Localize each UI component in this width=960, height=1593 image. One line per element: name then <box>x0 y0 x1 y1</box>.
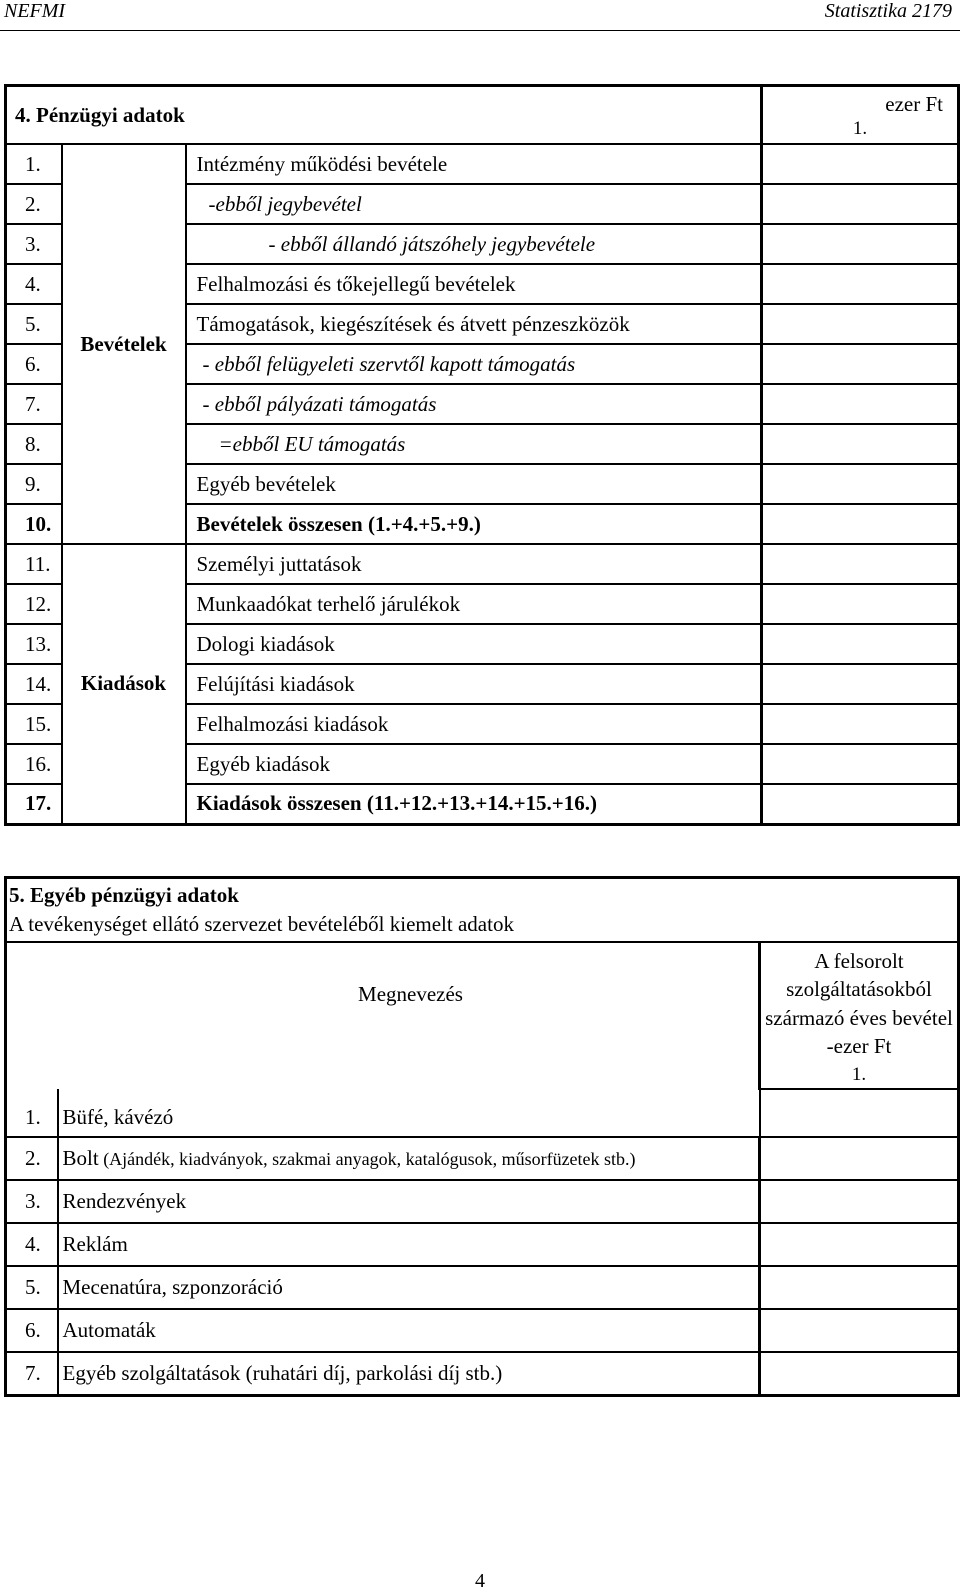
row-label: - ebből állandó játszóhely jegybevétele <box>186 224 762 264</box>
column-number: 1. <box>852 118 868 139</box>
table-row <box>6 1352 959 1395</box>
row-label-cell <box>58 1223 760 1266</box>
row-label: Mecenatúra, szponzoráció <box>62 1275 283 1300</box>
table-row <box>6 1223 959 1266</box>
table-row <box>6 144 959 184</box>
row-number: 4. <box>6 1223 58 1266</box>
table-row <box>6 1089 959 1137</box>
row-label: Intézmény működési bevétele <box>186 144 762 184</box>
row-label-cell <box>58 1266 760 1309</box>
row-number: 4. <box>6 264 62 304</box>
value-cell[interactable] <box>762 424 959 464</box>
row-label: Felhalmozási és tőkejellegű bevételek <box>186 264 762 304</box>
row-label: Egyéb bevételek <box>186 464 762 504</box>
value-cell[interactable] <box>760 1266 959 1309</box>
row-number: 9. <box>6 464 62 504</box>
row-number: 3. <box>6 224 62 264</box>
row-number: 6. <box>6 1309 58 1352</box>
col-value-label: A felsorolt szolgáltatásokból származó éves bevétel -ezer Ft <box>765 949 953 1059</box>
row-label: Kiadások összesen (11.+12.+13.+14.+15.+16.) <box>186 784 762 824</box>
value-cell[interactable] <box>762 624 959 664</box>
value-cell[interactable] <box>760 1180 959 1223</box>
page-header <box>0 0 960 30</box>
table-row <box>6 1180 959 1223</box>
value-cell[interactable] <box>762 264 959 304</box>
row-number: 5. <box>6 1266 58 1309</box>
row-label: Felújítási kiadások <box>186 664 762 704</box>
header-right: Statisztika 2179 <box>824 0 952 22</box>
col-name-label: Megnevezés <box>358 982 463 1006</box>
row-number: 14. <box>6 664 62 704</box>
row-label: Munkaadókat terhelő járulékok <box>186 584 762 624</box>
value-column-header <box>760 942 959 1089</box>
row-label: Egyéb szolgáltatások (ruhatári díj, parkolási díj stb.) <box>62 1360 503 1385</box>
row-number: 10. <box>6 504 62 544</box>
header-divider <box>0 30 960 31</box>
row-label: -ebből jegybevétel <box>186 184 762 224</box>
value-cell[interactable] <box>762 384 959 424</box>
row-number: 1. <box>6 144 62 184</box>
value-cell[interactable] <box>762 304 959 344</box>
row-label: Bolt <box>62 1146 99 1171</box>
value-cell[interactable] <box>762 144 959 184</box>
value-cell[interactable] <box>762 664 959 704</box>
financial-data-table <box>4 84 960 826</box>
row-label-cell <box>58 1137 760 1180</box>
section5-subtitle: A tevékenységet ellátó szervezet bevételéből kiemelt adatok <box>9 912 514 936</box>
value-cell[interactable] <box>762 704 959 744</box>
row-number: 1. <box>6 1089 58 1137</box>
row-label-cell <box>58 1180 760 1223</box>
value-cell[interactable] <box>762 784 959 824</box>
row-number: 2. <box>6 1137 58 1180</box>
row-label: Egyéb kiadások <box>186 744 762 784</box>
row-number: 7. <box>6 384 62 424</box>
row-number: 12. <box>6 584 62 624</box>
row-number: 3. <box>6 1180 58 1223</box>
name-column-header <box>6 942 760 1089</box>
section5-header <box>6 878 959 943</box>
value-cell[interactable] <box>762 464 959 504</box>
value-cell[interactable] <box>760 1309 959 1352</box>
value-cell[interactable] <box>760 1223 959 1266</box>
row-number: 6. <box>6 344 62 384</box>
section4-rows <box>6 144 959 824</box>
value-cell[interactable] <box>762 744 959 784</box>
col-value-number: 1. <box>851 1064 867 1086</box>
value-cell[interactable] <box>762 504 959 544</box>
row-number: 11. <box>6 544 62 584</box>
table-row <box>6 1137 959 1180</box>
section4-title: 4. Pénzügyi adatok <box>6 86 762 145</box>
row-number: 16. <box>6 744 62 784</box>
value-cell[interactable] <box>762 184 959 224</box>
page-number: 4 <box>475 1570 485 1592</box>
section5-title: 5. Egyéb pénzügyi adatok <box>9 882 239 907</box>
value-cell[interactable] <box>762 344 959 384</box>
row-label: Büfé, kávézó <box>62 1105 174 1130</box>
row-label: - ebből felügyeleti szervtől kapott támogatás <box>186 344 762 384</box>
other-financial-data-table <box>4 876 960 1397</box>
row-number: 15. <box>6 704 62 744</box>
table-row <box>6 1309 959 1352</box>
row-label: Dologi kiadások <box>186 624 762 664</box>
unit-header-cell <box>762 86 959 145</box>
row-label: Személyi juttatások <box>186 544 762 584</box>
row-number: 7. <box>6 1352 58 1395</box>
header-left: NEFMI <box>4 0 66 22</box>
row-number: 2. <box>6 184 62 224</box>
row-label-cell <box>58 1352 760 1395</box>
row-label: Felhalmozási kiadások <box>186 704 762 744</box>
section5-rows <box>6 1089 959 1395</box>
row-label: Rendezvények <box>62 1189 187 1214</box>
row-label-cell <box>58 1089 760 1137</box>
row-label: Automaták <box>62 1318 156 1343</box>
value-cell[interactable] <box>762 584 959 624</box>
group-label-income: Bevételek <box>62 144 186 544</box>
row-number: 5. <box>6 304 62 344</box>
table-row <box>6 1266 959 1309</box>
unit-label: ezer Ft <box>885 92 944 116</box>
row-label: - ebből pályázati támogatás <box>186 384 762 424</box>
row-label: =ebből EU támogatás <box>186 424 762 464</box>
row-label-cell <box>58 1309 760 1352</box>
row-number: 17. <box>6 784 62 824</box>
row-number: 13. <box>6 624 62 664</box>
group-label-expense: Kiadások <box>62 544 186 824</box>
row-label: Reklám <box>62 1232 128 1257</box>
value-cell[interactable] <box>760 1352 959 1395</box>
row-label: Bevételek összesen (1.+4.+5.+9.) <box>186 504 762 544</box>
row-note: (Ajándék, kiadványok, szakmai anyagok, katalógusok, műsorfüzetek stb.) <box>98 1149 636 1170</box>
row-label: Támogatások, kiegészítések és átvett pénzeszközök <box>186 304 762 344</box>
value-cell[interactable] <box>762 224 959 264</box>
value-cell[interactable] <box>760 1137 959 1180</box>
value-cell[interactable] <box>762 544 959 584</box>
table-row <box>6 544 959 584</box>
row-number: 8. <box>6 424 62 464</box>
